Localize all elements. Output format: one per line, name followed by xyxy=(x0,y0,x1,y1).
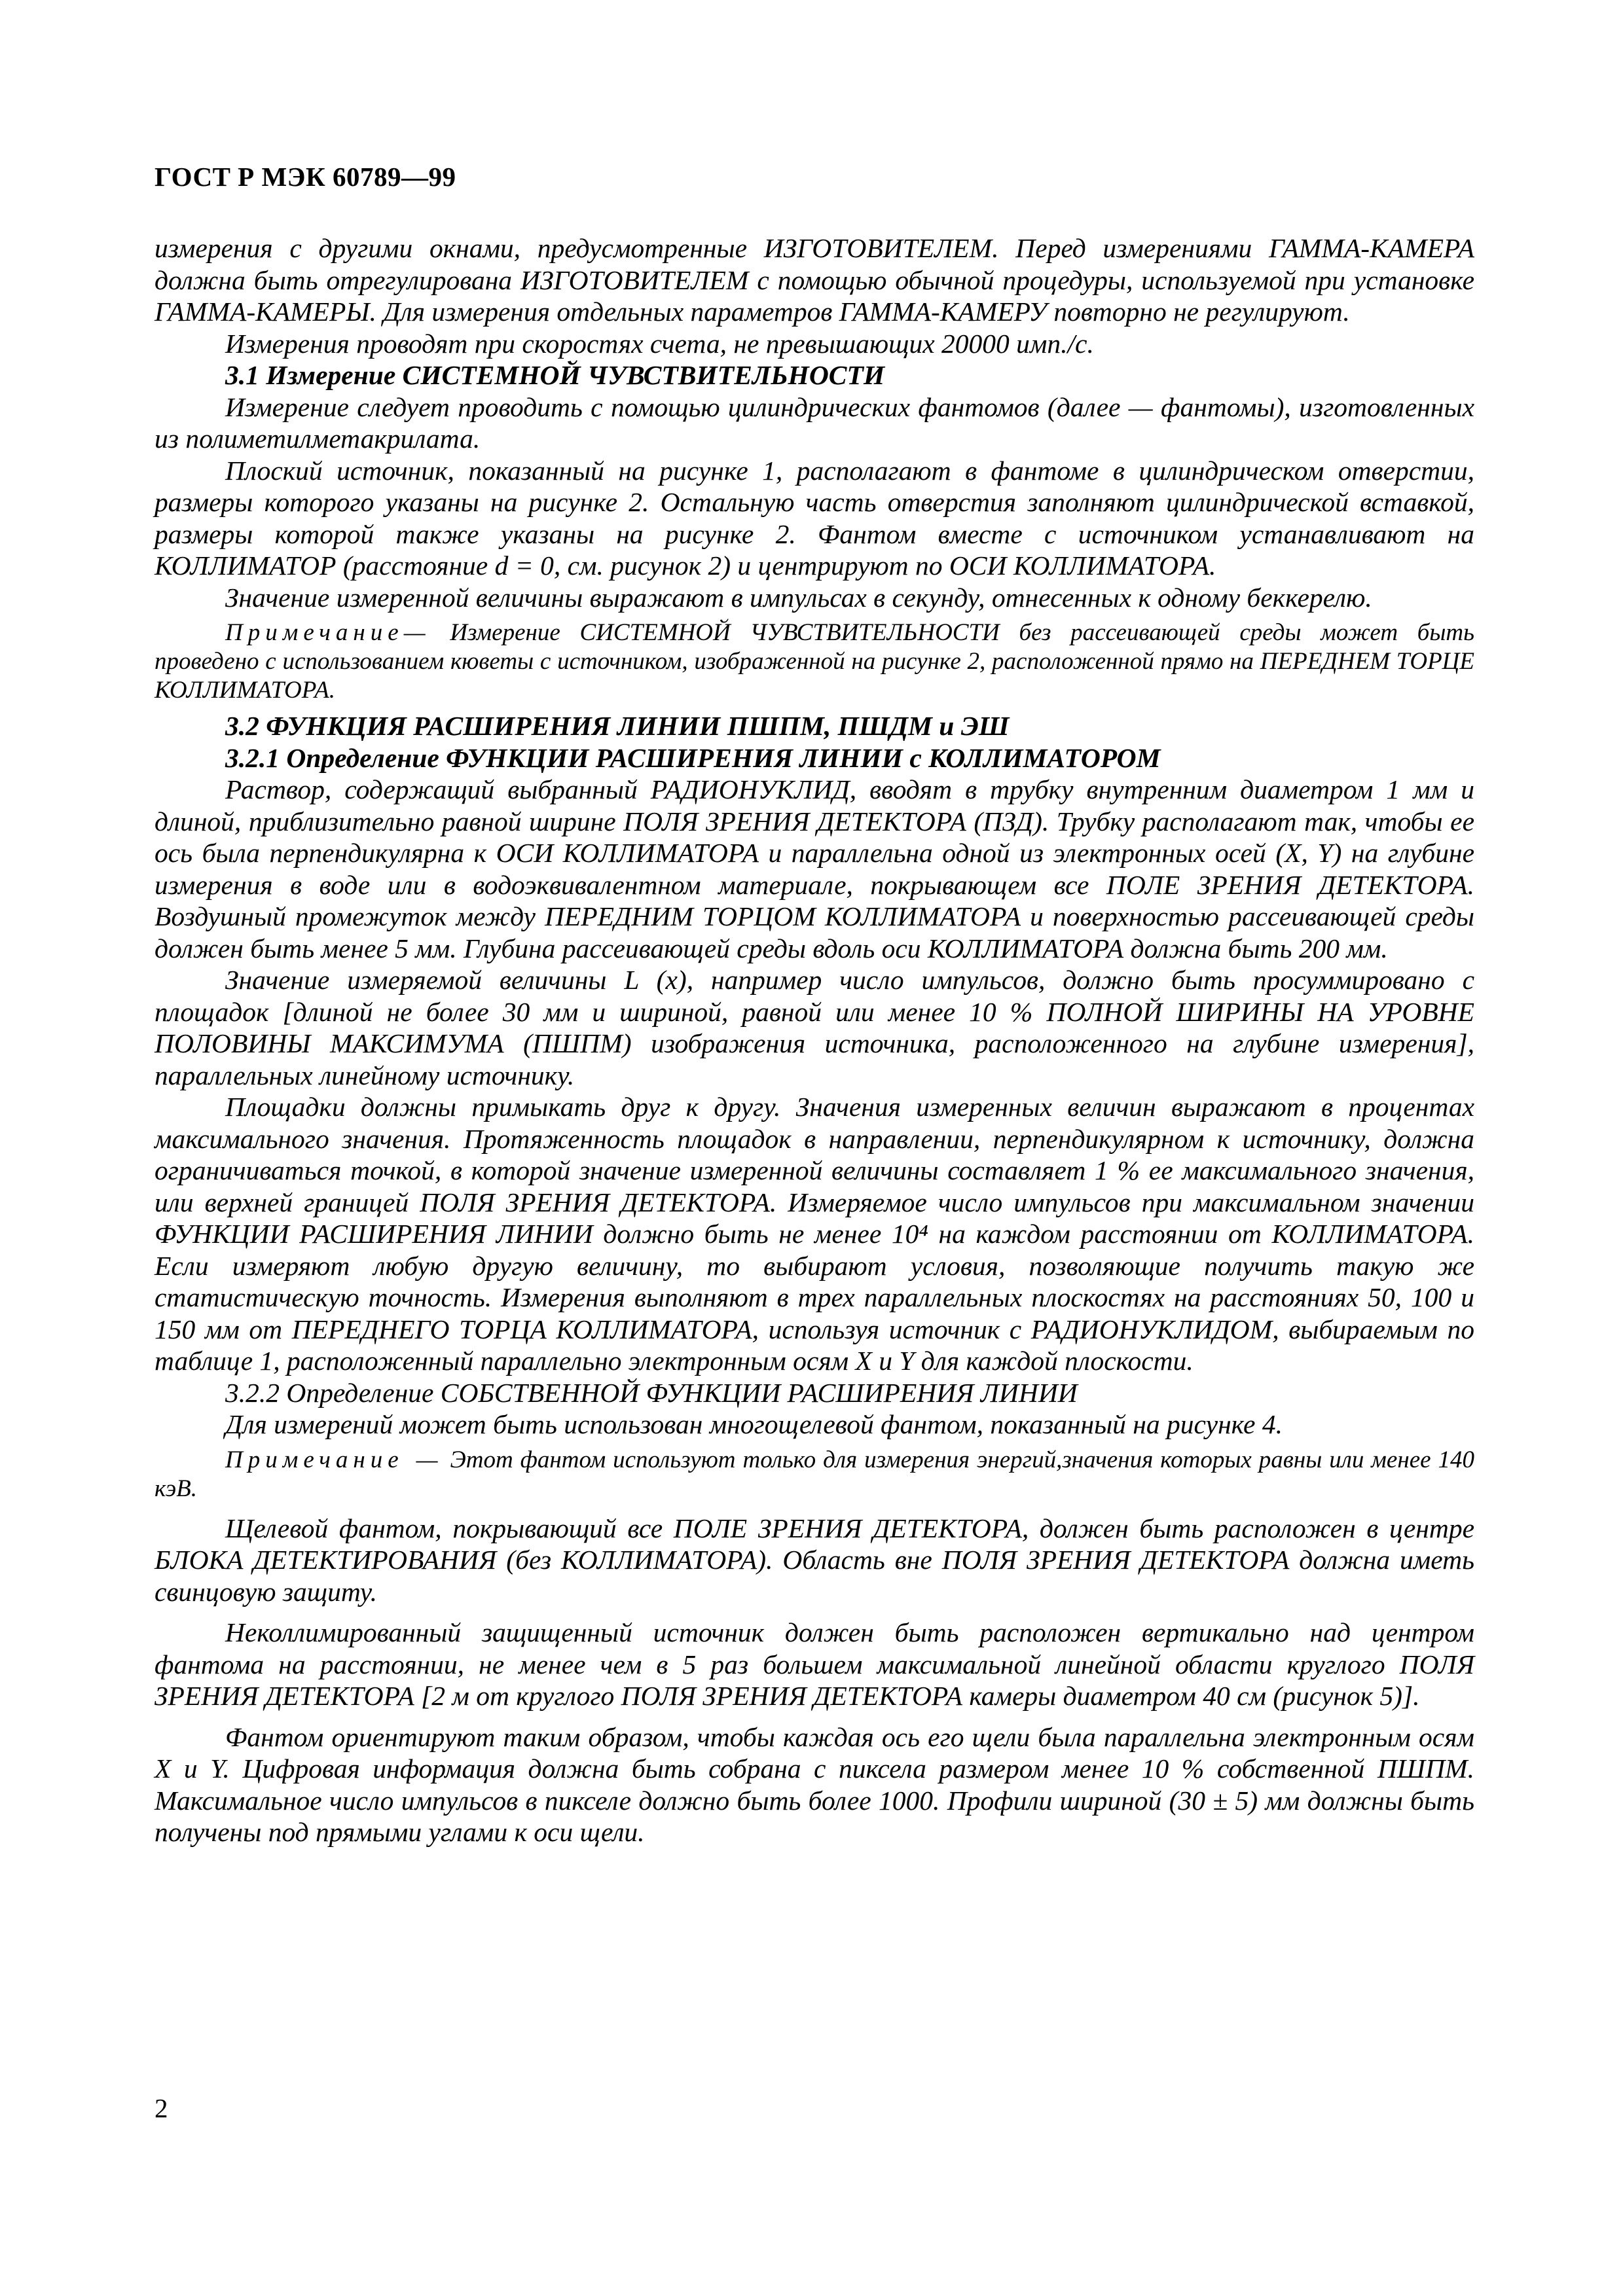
paragraph: Значение измеренной величины выражают в импульсах в секунду, отнесенных к одному беккерелю. xyxy=(225,582,1372,613)
note-label: Примечание — xyxy=(225,1446,443,1473)
note-text: Этот фантом используют только для измерения энергий,значения которых равны или менее 140 кэВ. xyxy=(155,1446,1474,1502)
note-label: Примечание— xyxy=(225,619,431,646)
paragraph: Неколлимированный защищенный источник должен быть расположен вертикально над центром фантома на расстоянии, не менее чем в 5 раз большем максимальной линейной области круглого ПОЛЯ ЗРЕНИЯ ДЕТЕКТОРА [2 м от круглого ПОЛЯ ЗРЕНИЯ ДЕТЕКТОРА камеры диаметром 40 см (рисунок 5)]. xyxy=(155,1617,1474,1711)
subsection-heading: 3.2.1 Определение ФУНКЦИИ РАСШИРЕНИЯ ЛИНИИ с КОЛЛИМАТОРОМ xyxy=(225,742,1161,773)
paragraph: Раствор, содержащий выбранный РАДИОНУКЛИД, вводят в трубку внутренним диаметром 1 мм и длиной, приблизительно равной ширине ПОЛЯ ЗРЕНИЯ ДЕТЕКТОРА (ПЗД). Трубку располагают так, чтобы ее ось была перпендикулярна к ОСИ КОЛЛИМАТОРА и параллельна одной из электронных осей (X, Y) на глубине измерения в воде или в водоэквивалентном материале, покрывающем все ПОЛЕ ЗРЕНИЯ ДЕТЕКТОРА. Воздушный промежуток между ПЕРЕДНИМ ТОРЦОМ КОЛЛИМАТОРА и поверхностью рассеивающей среды должен быть менее 5 мм. Глубина рассеивающей среды вдоль оси КОЛЛИМАТОРА должна быть 200 мм. xyxy=(155,774,1474,963)
paragraph: Измерения проводят при скоростях счета, не превышающих 20000 имп./с. xyxy=(225,328,1094,359)
paragraph: Плоский источник, показанный на рисунке 1, располагают в фантоме в цилиндрическом отверстии, размеры которого указаны на рисунке 2. Остальную часть отверстия заполняют цилиндрической вставкой, размеры которой также указаны на рисунке 2. Фантом вместе с источником устанавливают на КОЛЛИМАТОР (расстояние d = 0, см. рисунок 2) и центрируют по ОСИ КОЛЛИМАТОРА. xyxy=(155,455,1474,581)
document-header: ГОСТ Р МЭК 60789—99 xyxy=(155,162,456,192)
paragraph: Щелевой фантом, покрывающий все ПОЛЕ ЗРЕНИЯ ДЕТЕКТОРА, должен быть расположен в центре БЛОКА ДЕТЕКТИРОВАНИЯ (без КОЛЛИМАТОРА). Область вне ПОЛЯ ЗРЕНИЯ ДЕТЕКТОРА должна иметь свинцовую защиту. xyxy=(155,1513,1474,1607)
paragraph: Значение измеряемой величины L (x), например число импульсов, должно быть просуммировано с площадок [длиной не более 30 мм и шириной, равной или менее 10 % ПОЛНОЙ ШИРИНЫ НА УРОВНЕ ПОЛОВИНЫ МАКСИМУМА (ПШПМ) изображения источника, расположенного на глубине измерения], параллельных линейному источнику. xyxy=(155,965,1474,1090)
document-body xyxy=(155,232,1474,1848)
subsection-heading: 3.2.2 Определение СОБСТВЕННОЙ ФУНКЦИИ РАСШИРЕНИЯ ЛИНИИ xyxy=(225,1377,1078,1408)
page-number: 2 xyxy=(155,2093,168,2123)
paragraph: Измерение следует проводить с помощью цилиндрических фантомов (далее — фантомы), изготовленных из полиметилметакрилата. xyxy=(155,391,1474,454)
note-text: Измерение СИСТЕМНОЙ ЧУВСТВИТЕЛЬНОСТИ без рассеивающей среды может быть проведено с использованием кюветы с источником, изображенной на рисунке 2, расположенной прямо на ПЕРЕДНЕМ ТОРЦЕ КОЛЛИМАТОРА. xyxy=(155,619,1474,704)
paragraph: Площадки должны примыкать друг к другу. Значения измеренных величин выражают в процентах максимального значения. Протяженность площадок в направлении, перпендикулярном к источнику, должна ограничиваться точкой, в которой значение измеренной величины составляет 1 % ее максимального значения, или верхней границей ПОЛЯ ЗРЕНИЯ ДЕТЕКТОРА. Измеряемое число импульсов при максимальном значении ФУНКЦИИ РАСШИРЕНИЯ ЛИНИИ должно быть не менее 10⁴ на каждом расстоянии от КОЛЛИМАТОРА. Если измеряют любую другую величину, то выбирают условия, позволяющие получить такую же статистическую точность. Измерения выполняют в трех параллельных плоскостях на расстояниях 50, 100 и 150 мм от ПЕРЕДНЕГО ТОРЦА КОЛЛИМАТОРА, используя источник с РАДИОНУКЛИДОМ, выбираемым по таблице 1, расположенный параллельно электронным осям X и Y для каждой плоскости. xyxy=(155,1092,1474,1376)
paragraph: Для измерений может быть использован многощелевой фантом, показанный на рисунке 4. xyxy=(225,1409,1283,1439)
paragraph: измерения с другими окнами, предусмотренные ИЗГОТОВИТЕЛЕМ. Перед измерениями ГАММА-КАМЕРА должна быть отрегулирована ИЗГОТОВИТЕЛЕМ с помощью обычной процедуры, используемой при установке ГАММА-КАМЕРЫ. Для измерения отдельных параметров ГАММА-КАМЕРУ повторно не регулируют. xyxy=(155,233,1474,327)
section-heading: 3.2 ФУНКЦИЯ РАСШИРЕНИЯ ЛИНИИ ПШПМ, ПШДМ и ЭШ xyxy=(225,711,1010,741)
section-heading: 3.1 Измерение СИСТЕМНОЙ ЧУВСТВИТЕЛЬНОСТИ xyxy=(225,360,885,390)
paragraph: Фантом ориентируют таким образом, чтобы каждая ось его щели была параллельна электронным осям X и Y. Цифровая информация должна быть собрана с пиксела размером менее 10 % собственной ПШПМ. Максимальное число импульсов в пикселе должно быть более 1000. Профили шириной (30 ± 5) мм должны быть получены под прямыми углами к оси щели. xyxy=(155,1721,1474,1847)
note xyxy=(155,1446,1474,1503)
note xyxy=(155,619,1474,705)
